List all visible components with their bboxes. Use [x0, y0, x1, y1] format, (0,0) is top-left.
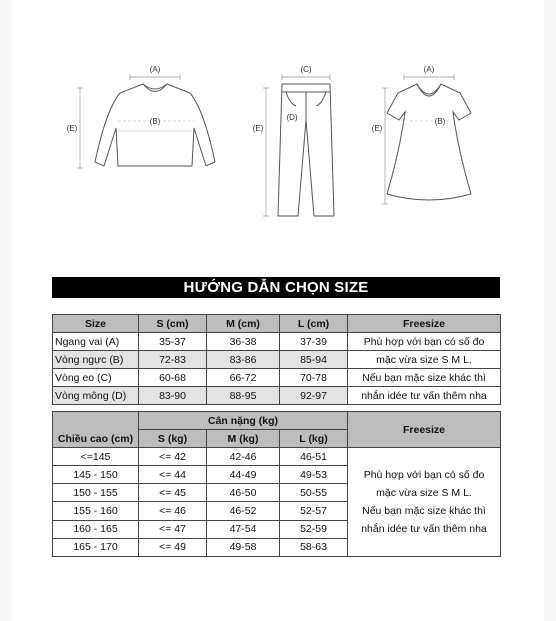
dress-body-label: (B)	[434, 117, 446, 126]
freesize-header: Freesize	[348, 412, 501, 448]
size-l-value: 46-51	[280, 448, 348, 466]
header-cell: M (cm)	[207, 315, 280, 333]
dress-top-label: (A)	[423, 65, 435, 74]
pants-side-label: (E)	[252, 124, 264, 133]
size-s-value: <= 44	[139, 466, 207, 484]
freesize-note-line: Nếu bạn mặc size khác thì	[348, 369, 501, 387]
pants-top-label: (C)	[300, 65, 312, 74]
header-cell: L (cm)	[280, 315, 348, 333]
header-cell: M (kg)	[207, 430, 280, 448]
freesize-note-line: Nếu bạn mặc size khác thì	[362, 505, 486, 517]
pants-body-label: (D)	[286, 113, 298, 122]
pants-illustration	[263, 74, 334, 216]
height-value: 160 - 165	[53, 520, 139, 538]
size-m-value: 44-49	[207, 466, 280, 484]
size-guide-title: HƯỚNG DẪN CHỌN SIZE	[52, 277, 500, 298]
size-s-value: 72-83	[139, 351, 207, 369]
freesize-note-line: Phù hợp với bạn có số đo	[348, 333, 501, 351]
size-m-value: 88-95	[207, 387, 280, 405]
size-l-value: 85-94	[280, 351, 348, 369]
size-s-value: 60-68	[139, 369, 207, 387]
row-label: Ngang vai (A)	[53, 333, 139, 351]
freesize-note-line: nhắn idée tư vấn thêm nha	[348, 387, 501, 405]
header-cell: S (kg)	[139, 430, 207, 448]
height-value: 150 - 155	[53, 484, 139, 502]
size-m-value: 49-58	[207, 538, 280, 556]
height-weight-table	[52, 411, 501, 557]
size-l-value: 52-59	[280, 520, 348, 538]
size-l-value: 50-55	[280, 484, 348, 502]
size-m-value: 42-46	[207, 448, 280, 466]
measurement-header-row	[53, 315, 501, 333]
size-s-value: <= 45	[139, 484, 207, 502]
size-l-value: 37-39	[280, 333, 348, 351]
size-m-value: 36-38	[207, 333, 280, 351]
size-m-value: 83-86	[207, 351, 280, 369]
freesize-note	[348, 448, 501, 557]
garment-illustrations	[12, 0, 544, 250]
freesize-note-line: nhắn idée tư vấn thêm nha	[361, 523, 487, 535]
height-value: 145 - 150	[53, 466, 139, 484]
size-s-value: <= 46	[139, 502, 207, 520]
size-s-value: 83-90	[139, 387, 207, 405]
garment-diagram	[12, 0, 544, 250]
size-m-value: 46-52	[207, 502, 280, 520]
table-row	[53, 333, 501, 351]
header-cell: L (kg)	[280, 430, 348, 448]
height-value: 165 - 170	[53, 538, 139, 556]
header-cell: Freesize	[348, 315, 501, 333]
height-value: 155 - 160	[53, 502, 139, 520]
size-l-value: 52-57	[280, 502, 348, 520]
table-row	[53, 448, 501, 466]
dress-side-label: (E)	[371, 124, 383, 133]
size-l-value: 92-97	[280, 387, 348, 405]
group-header-row	[53, 412, 501, 430]
size-l-value: 49-53	[280, 466, 348, 484]
size-s-value: <= 42	[139, 448, 207, 466]
table-row	[53, 387, 501, 405]
freesize-note-line: Phù hợp với bạn có số đo	[363, 469, 485, 481]
size-s-value: 35-37	[139, 333, 207, 351]
row-label: Vòng ngực (B)	[53, 351, 139, 369]
size-l-value: 70-78	[280, 369, 348, 387]
size-l-value: 58-63	[280, 538, 348, 556]
table-row	[53, 369, 501, 387]
table-row	[53, 351, 501, 369]
header-cell: Size	[53, 315, 139, 333]
freesize-note-line: mặc vừa size S M L.	[348, 351, 501, 369]
size-s-value: <= 47	[139, 520, 207, 538]
shirt-side-label: (E)	[66, 124, 78, 133]
header-cell: S (cm)	[139, 315, 207, 333]
height-header: Chiều cao (cm)	[53, 412, 139, 448]
dress-illustration	[382, 74, 471, 204]
size-s-value: <= 49	[139, 538, 207, 556]
row-label: Vòng mông (D)	[53, 387, 139, 405]
shirt-illustration	[77, 74, 215, 168]
size-m-value: 66-72	[207, 369, 280, 387]
freesize-note-line: mặc vừa size S M L.	[376, 487, 472, 499]
size-m-value: 47-54	[207, 520, 280, 538]
size-m-value: 46-50	[207, 484, 280, 502]
height-value: <=145	[53, 448, 139, 466]
shirt-body-label: (B)	[149, 117, 161, 126]
row-label: Vòng eo (C)	[53, 369, 139, 387]
measurement-table	[52, 314, 501, 405]
size-guide-sheet	[12, 0, 544, 621]
weight-group-header: Cân nặng (kg)	[139, 412, 348, 430]
shirt-top-label: (A)	[149, 65, 161, 74]
